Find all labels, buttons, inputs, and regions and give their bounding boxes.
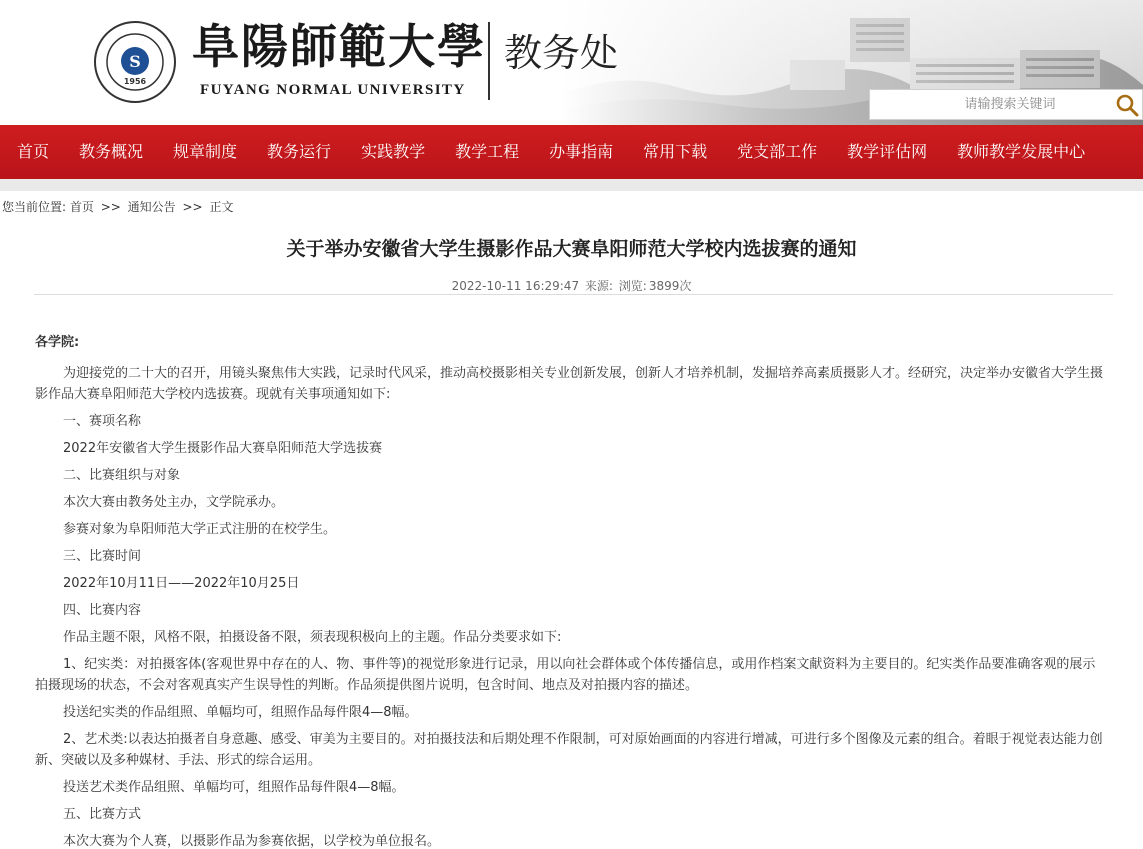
nav-item-assessment[interactable]: 教学评估网 [847,142,928,161]
search-icon[interactable] [1114,92,1140,118]
article-views-label: 浏览: [618,279,647,293]
article-source-label: 来源: [584,279,613,293]
breadcrumb [2,198,233,215]
documentary-category-paragraph: 1、纪实类：对拍摄客体(客观世界中存在的人、物、事件等)的视觉形象进行记录，用以向社会群体或个体传播信息，或用作档案文献资料为主要目的。纪实类作品要准确客观的展示拍摄现场的状态，不会对客观真实产生误导性的判断。作品须提供图片说明，包含时间、地点及对拍摄内容的描述。 [35,657,1096,693]
article-views: 3899次 [648,279,692,293]
salutation: 各学院: [35,335,80,350]
body-line: 本次大赛为个人赛，以摄影作品为参赛依据，以学校为单位报名。 [63,834,441,849]
university-seal-logo [93,20,177,104]
body-line: 参赛对象为阜阳师范大学正式注册的在校学生。 [63,522,337,537]
brand-divider [488,22,490,100]
body-line: 2022年安徽省大学生摄影作品大赛阜阳师范大学选拔赛 [63,441,383,456]
article-title: 关于举办安徽省大学生摄影作品大赛阜阳师范大学校内选拔赛的通知 [286,238,857,260]
nav-item-downloads[interactable]: 常用下载 [643,142,708,161]
department-name: 教务处 [504,31,619,75]
search-box [869,89,1143,120]
body-line: 投送纪实类的作品组照、单幅均可，组照作品每件限4—8幅。 [63,705,418,720]
section-heading: 四、比赛内容 [63,603,142,618]
nav-item-teaching-projects[interactable]: 教学工程 [455,142,520,161]
site-header [0,0,1143,125]
breadcrumb-home[interactable]: 首页 [69,200,94,214]
article-body [35,329,1105,849]
university-name-cn: 阜陽師範大學 [192,20,486,75]
nav-item-practice-teaching[interactable]: 实践教学 [361,142,426,161]
section-heading: 一、赛项名称 [63,414,142,429]
breadcrumb-separator: >> [182,200,203,214]
nav-item-faculty-development[interactable]: 教师教学发展中心 [957,142,1086,161]
nav-item-home[interactable]: 首页 [17,142,50,161]
breadcrumb-prefix: 您当前位置: [2,200,67,214]
breadcrumb-separator: >> [100,200,121,214]
section-heading: 二、比赛组织与对象 [63,468,181,483]
nav-item-overview[interactable]: 教务概况 [79,142,144,161]
nav-shadow-band [0,179,1143,191]
svg-text:S: S [129,52,141,71]
body-line: 投送艺术类作品组照、单幅均可，组照作品每件限4—8幅。 [63,780,405,795]
nav-item-guides[interactable]: 办事指南 [549,142,614,161]
body-line: 作品主题不限，风格不限，拍摄设备不限，须表现积极向上的主题。作品分类要求如下: [63,630,562,645]
breadcrumb-current: 正文 [209,200,234,214]
nav-item-operations[interactable]: 教务运行 [267,142,332,161]
body-line: 2022年10月11日——2022年10月25日 [63,576,300,591]
university-name-en: FUYANG NORMAL UNIVERSITY [200,82,466,98]
seal-year: 1956 [123,77,147,86]
article-meta [0,277,1143,294]
nav-item-party-branch[interactable]: 党支部工作 [737,142,818,161]
section-heading: 五、比赛方式 [63,807,142,822]
title-divider [34,294,1113,295]
art-category-paragraph: 2、艺术类:以表达拍摄者自身意趣、感受、审美为主要目的。对拍摄技法和后期处理不作限制，可对原始画面的内容进行增减，可进行多个图像及元素的组合。着眼于视觉表达能力创新、突破以及多种媒材、手法、形式的综合运用。 [35,732,1103,768]
section-heading: 三、比赛时间 [63,549,142,564]
main-nav [0,125,1143,179]
article-datetime: 2022-10-11 16:29:47 [451,279,580,293]
nav-item-regulations[interactable]: 规章制度 [173,142,238,161]
search-input[interactable] [870,90,1110,119]
intro-paragraph: 为迎接党的二十大的召开，用镜头聚焦伟大实践，记录时代风采，推动高校摄影相关专业创新发展，创新人才培养机制，发掘培养高素质摄影人才。经研究，决定举办安徽省大学生摄影作品大赛阜阳师范大学校内选拔赛。现就有关事项通知如下: [35,366,1104,402]
breadcrumb-notices[interactable]: 通知公告 [127,200,176,214]
body-line: 本次大赛由教务处主办，文学院承办。 [63,495,285,510]
